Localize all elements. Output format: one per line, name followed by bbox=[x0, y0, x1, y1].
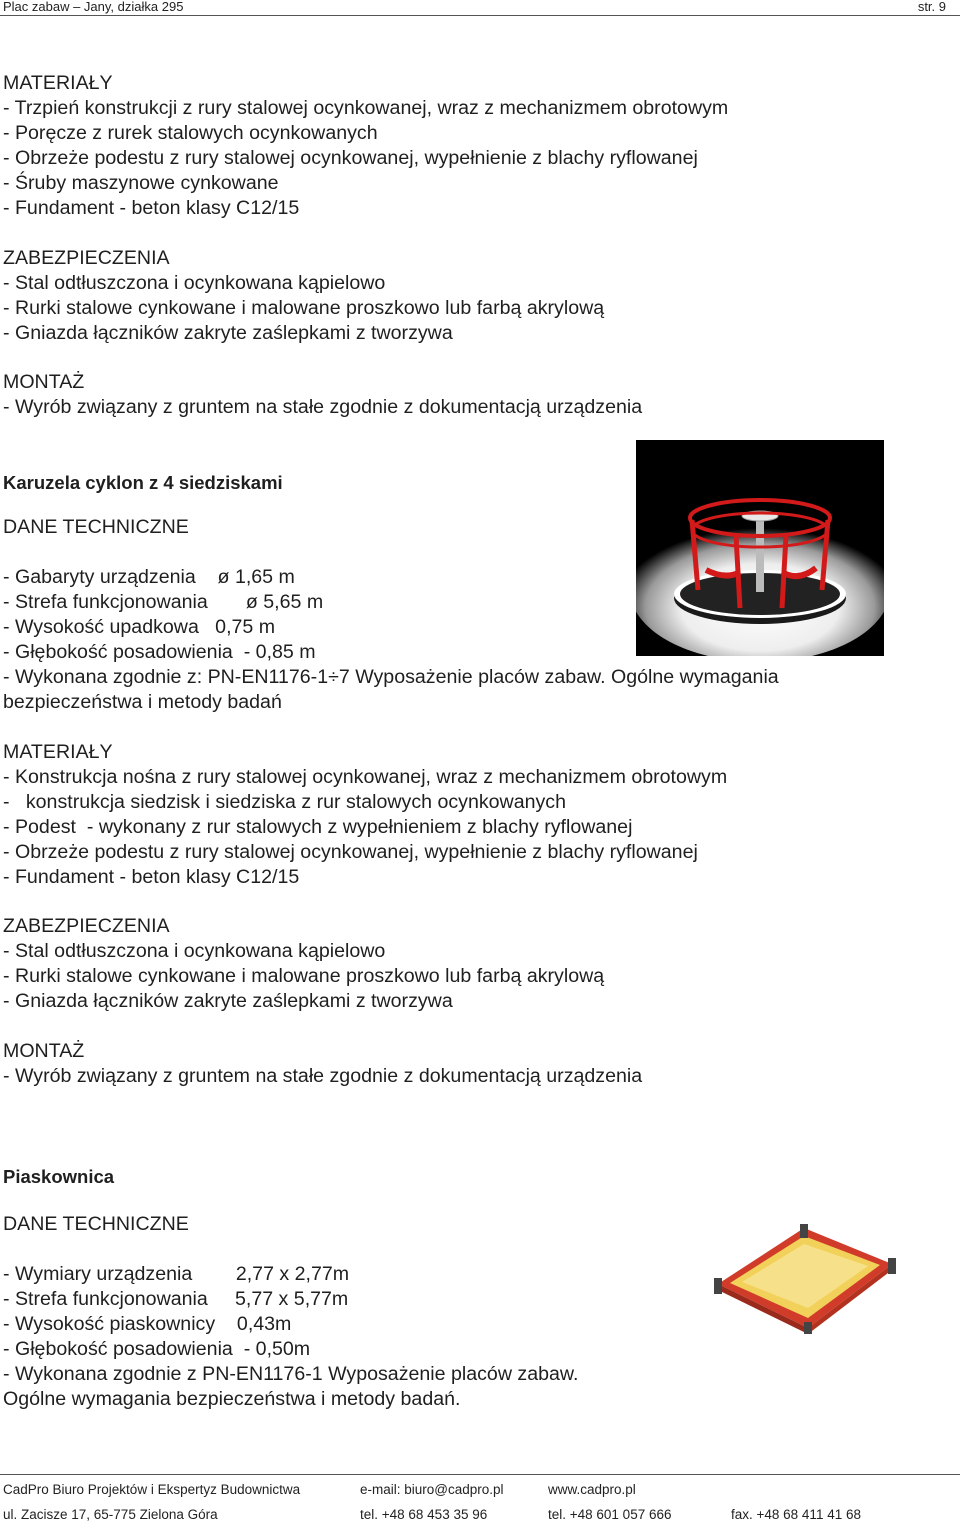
footer-address: ul. Zacisze 17, 65-775 Zielona Góra bbox=[3, 1507, 218, 1522]
list-item: - Stal odtłuszczona i ocynkowana kąpielowo bbox=[3, 940, 386, 962]
spec-item: - Głębokość posadowienia - 0,50m bbox=[3, 1338, 311, 1360]
list-item: - Obrzeże podestu z rury stalowej ocynkowanej, wypełnienie z blachy ryflowanej bbox=[3, 147, 698, 169]
section-heading-materialy: MATERIAŁY bbox=[3, 72, 113, 94]
list-item: - Wyrób związany z gruntem na stałe zgodnie z dokumentacją urządzenia bbox=[3, 396, 643, 418]
spec-item: - Wykonana zgodnie z PN-EN1176-1 Wyposażenie placów zabaw. bbox=[3, 1363, 579, 1385]
spec-item: - Wykonana zgodnie z: PN-EN1176-1÷7 Wyposażenie placów zabaw. Ogólne wymagania bbox=[3, 666, 779, 688]
footer-company: CadPro Biuro Projektów i Ekspertyz Budownictwa bbox=[3, 1482, 301, 1497]
section-heading-dane: DANE TECHNICZNE bbox=[3, 516, 189, 538]
list-item: - Fundament - beton klasy C12/15 bbox=[3, 866, 300, 888]
footer-phone-2: tel. +48 601 057 666 bbox=[548, 1507, 672, 1522]
spec-item: - Strefa funkcjonowania ø 5,65 m bbox=[3, 591, 324, 613]
footer-fax: fax. +48 68 411 41 68 bbox=[731, 1507, 861, 1522]
spec-item: - Wymiary urządzenia 2,77 x 2,77m bbox=[3, 1263, 350, 1285]
header-title: Plac zabaw – Jany, działka 295 bbox=[3, 0, 184, 14]
carousel-image bbox=[636, 440, 884, 656]
spec-item: - Strefa funkcjonowania 5,77 x 5,77m bbox=[3, 1288, 349, 1310]
section-heading-montaz: MONTAŻ bbox=[3, 371, 85, 393]
footer-rule bbox=[0, 1474, 960, 1475]
footer-website: www.cadpro.pl bbox=[548, 1482, 636, 1497]
footer-phone-1: tel. +48 68 453 35 96 bbox=[360, 1507, 488, 1522]
list-item: - Podest - wykonany z rur stalowych z wypełnieniem z blachy ryflowanej bbox=[3, 816, 633, 838]
section-heading-zabezpieczenia: ZABEZPIECZENIA bbox=[3, 915, 170, 937]
spec-item: - Głębokość posadowienia - 0,85 m bbox=[3, 641, 316, 663]
spec-item: Ogólne wymagania bezpieczeństwa i metody badań. bbox=[3, 1388, 461, 1410]
page-number: str. 9 bbox=[917, 0, 946, 14]
list-item: - Trzpień konstrukcji z rury stalowej ocynkowanej, wraz z mechanizmem obrotowym bbox=[3, 97, 729, 119]
list-item: - Konstrukcja nośna z rury stalowej ocynkowanej, wraz z mechanizmem obrotowym bbox=[3, 766, 728, 788]
section-heading-dane: DANE TECHNICZNE bbox=[3, 1213, 189, 1235]
spec-item: - Gabaryty urządzenia ø 1,65 m bbox=[3, 566, 295, 588]
list-item: - Gniazda łączników zakryte zaślepkami z tworzywa bbox=[3, 322, 453, 344]
header-rule bbox=[0, 15, 960, 16]
spec-item: bezpieczeństwa i metody badań bbox=[3, 691, 282, 713]
list-item: - Śruby maszynowe cynkowane bbox=[3, 172, 279, 194]
list-item: - Rurki stalowe cynkowane i malowane proszkowo lub farbą akrylową bbox=[3, 297, 605, 319]
list-item: - Wyrób związany z gruntem na stałe zgodnie z dokumentacją urządzenia bbox=[3, 1065, 643, 1087]
list-item: - Stal odtłuszczona i ocynkowana kąpielowo bbox=[3, 272, 386, 294]
page-header bbox=[3, 0, 946, 14]
section-heading-montaz: MONTAŻ bbox=[3, 1040, 85, 1062]
list-item: - Obrzeże podestu z rury stalowej ocynkowanej, wypełnienie z blachy ryflowanej bbox=[3, 841, 698, 863]
list-item: - Rurki stalowe cynkowane i malowane proszkowo lub farbą akrylową bbox=[3, 965, 605, 987]
footer-email: e-mail: biuro@cadpro.pl bbox=[360, 1482, 504, 1497]
section-heading-zabezpieczenia: ZABEZPIECZENIA bbox=[3, 247, 170, 269]
sandbox-image bbox=[712, 1222, 898, 1334]
section-heading-materialy: MATERIAŁY bbox=[3, 741, 113, 763]
list-item: - konstrukcja siedzisk i siedziska z rur stalowych ocynkowanych bbox=[3, 791, 566, 813]
spec-item: - Wysokość piaskownicy 0,43m bbox=[3, 1313, 292, 1335]
product-title-piaskownica: Piaskownica bbox=[3, 1166, 115, 1187]
product-title-karuzela: Karuzela cyklon z 4 siedziskami bbox=[3, 472, 283, 493]
list-item: - Gniazda łączników zakryte zaślepkami z tworzywa bbox=[3, 990, 453, 1012]
spec-item: - Wysokość upadkowa 0,75 m bbox=[3, 616, 276, 638]
list-item: - Fundament - beton klasy C12/15 bbox=[3, 197, 300, 219]
list-item: - Poręcze z rurek stalowych ocynkowanych bbox=[3, 122, 378, 144]
